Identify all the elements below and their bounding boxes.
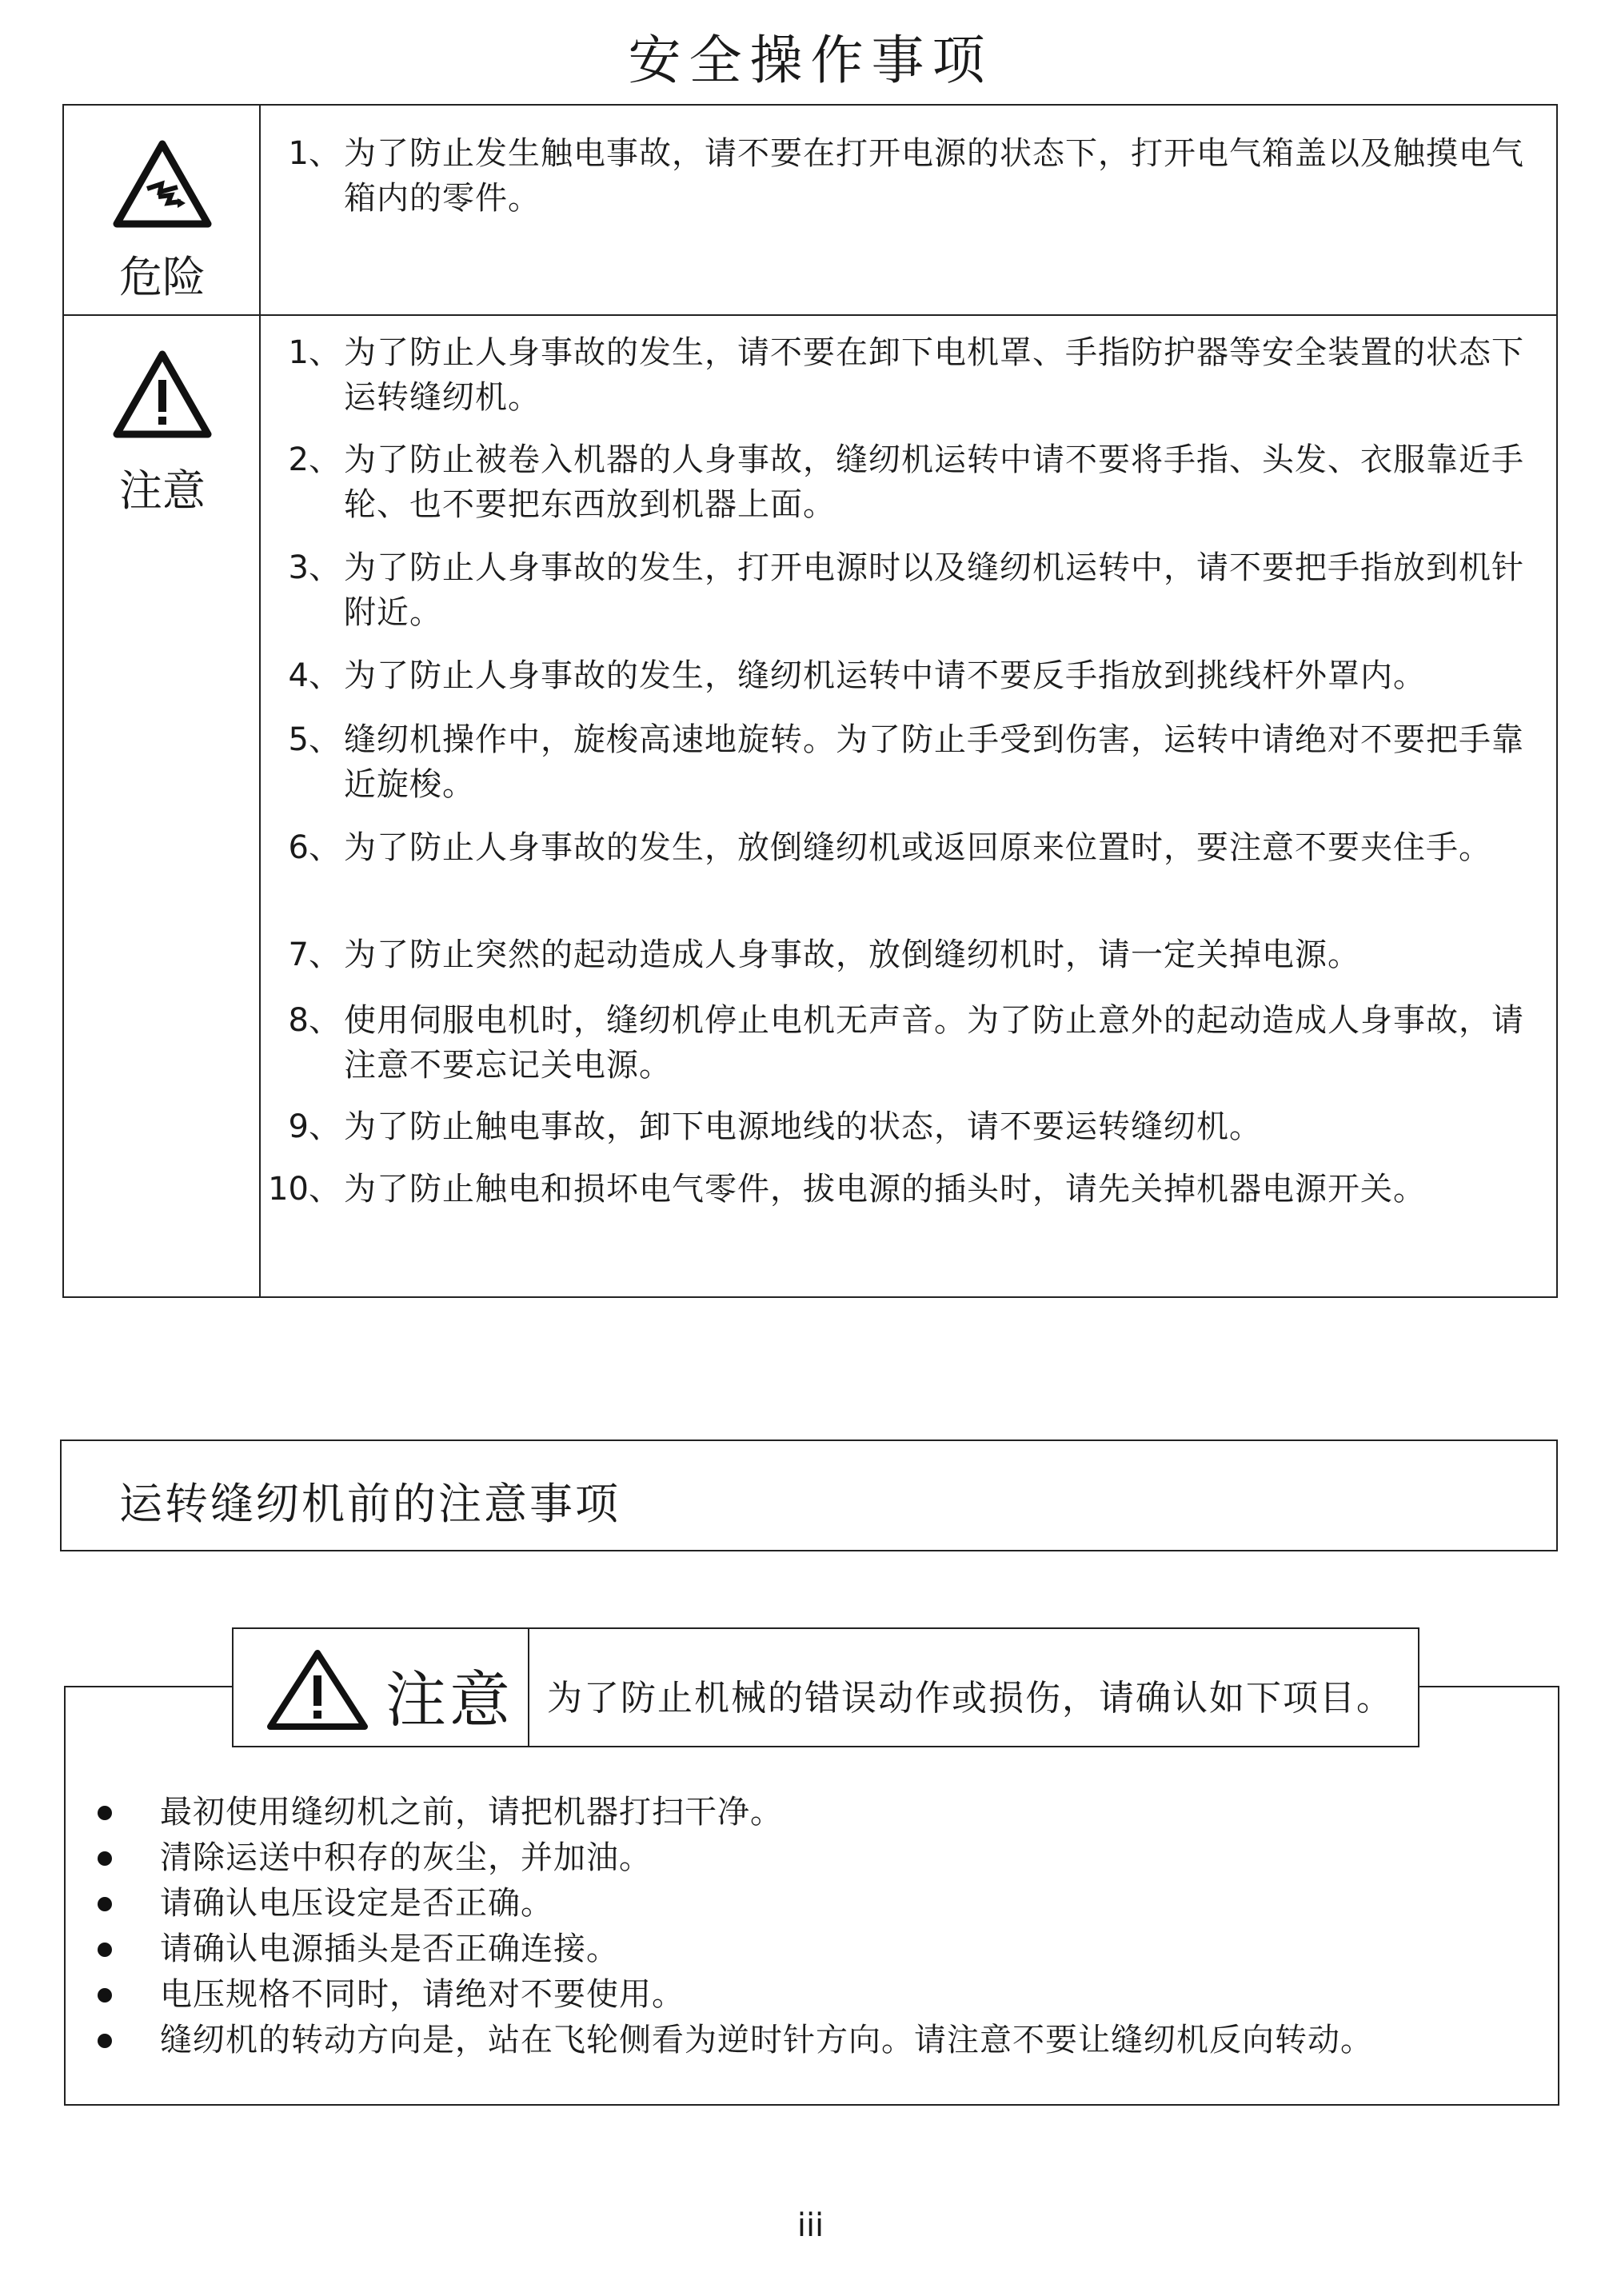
bullet-icon <box>98 1988 112 2003</box>
item-text: 为了防止触电事故，卸下电源地线的状态，请不要运转缝纫机。 <box>344 1108 1262 1145</box>
item-number: 6、 <box>288 829 341 866</box>
item-number: 1、 <box>288 334 341 371</box>
caution-text-cell <box>261 316 1556 1296</box>
list-item-text: 请确认电压设定是否正确。 <box>160 1885 553 1922</box>
checklist <box>88 1790 1527 2063</box>
item-number: 5、 <box>288 721 341 758</box>
exclamation-warning-icon <box>266 1648 369 1731</box>
list-item-text: 清除运送中积存的灰尘，并加油。 <box>160 1839 652 1876</box>
page-title: 安全操作事项 <box>628 30 993 91</box>
list-item <box>88 1927 1527 1972</box>
bullet-icon <box>98 1806 112 1820</box>
bullet-icon <box>98 1943 112 1957</box>
item-text: 使用伺服电机时，缝纫机停止电机无声音。为了防止意外的起动造成人身事故，请注意不要忘记关电源。 <box>344 1002 1524 1084</box>
list-item-text: 缝纫机的转动方向是，站在飞轮侧看为逆时针方向。请注意不要让缝纫机反向转动。 <box>160 2022 1373 2058</box>
item-number: 2、 <box>288 441 341 478</box>
item-text: 缝纫机操作中，旋梭高速地旋转。为了防止手受到伤害，运转中请绝对不要把手靠近旋梭。 <box>344 721 1524 803</box>
safety-table <box>62 104 1558 1298</box>
item-text: 为了防止被卷入机器的人身事故，缝纫机运转中请不要将手指、头发、衣服靠近手轮、也不要把东西放到机器上面。 <box>344 441 1524 523</box>
list-item-text: 请确认电源插头是否正确连接。 <box>160 1931 619 1967</box>
item-text: 为了防止发生触电事故，请不要在打开电源的状态下，打开电气箱盖以及触摸电气箱内的零件。 <box>344 135 1524 217</box>
caution-word: 注意 <box>385 1664 513 1735</box>
caution-message: 为了防止机械的错误动作或损伤，请确认如下项目。 <box>547 1678 1393 1719</box>
danger-text-cell <box>261 106 1556 314</box>
bullet-icon <box>98 1897 112 1911</box>
list-item <box>88 1881 1527 1927</box>
caution-header <box>232 1627 1419 1747</box>
caution-warning-block <box>234 1629 529 1746</box>
item-text: 为了防止人身事故的发生，缝纫机运转中请不要反手指放到挑线杆外罩内。 <box>344 657 1426 694</box>
list-item <box>88 1972 1527 2018</box>
page-number: iii <box>797 2207 824 2244</box>
item-number: 8、 <box>288 1002 341 1039</box>
item-number: 10、 <box>268 1171 341 1208</box>
list-item <box>88 1790 1527 1835</box>
item-text: 为了防止人身事故的发生，请不要在卸下电机罩、手指防护器等安全装置的状态下运转缝纫机。 <box>344 334 1524 416</box>
item-text: 为了防止人身事故的发生，放倒缝纫机或返回原来位置时，要注意不要夹住手。 <box>344 829 1491 866</box>
section-title: 运转缝纫机前的注意事项 <box>119 1479 621 1529</box>
item-number: 9、 <box>288 1108 341 1145</box>
danger-icon-cell <box>64 106 261 314</box>
caution-row <box>64 316 1556 1296</box>
exclamation-warning-icon <box>112 349 213 439</box>
danger-row <box>64 106 1556 316</box>
list-item-text: 最初使用缝纫机之前，请把机器打扫干净。 <box>160 1794 783 1831</box>
item-text: 为了防止人身事故的发生，打开电源时以及缝纫机运转中，请不要把手指放到机针附近。 <box>344 549 1524 631</box>
danger-label: 危险 <box>119 252 206 302</box>
item-text: 为了防止触电和损坏电气零件，拔电源的插头时，请先关掉机器电源开关。 <box>344 1171 1426 1208</box>
list-item <box>88 2018 1527 2063</box>
list-item <box>88 1835 1527 1881</box>
item-number: 7、 <box>288 936 341 973</box>
item-number: 4、 <box>288 657 341 694</box>
section-header-box <box>60 1439 1558 1551</box>
item-number: 1、 <box>288 135 341 172</box>
electric-shock-warning-icon <box>112 139 213 229</box>
item-number: 3、 <box>288 549 341 586</box>
caution-icon-cell <box>64 316 261 1296</box>
item-text: 为了防止突然的起动造成人身事故，放倒缝纫机时，请一定关掉电源。 <box>344 936 1360 973</box>
bullet-icon <box>98 2034 112 2048</box>
bullet-icon <box>98 1851 112 1866</box>
caution-label: 注意 <box>119 465 206 516</box>
list-item-text: 电压规格不同时，请绝对不要使用。 <box>160 1976 685 2013</box>
